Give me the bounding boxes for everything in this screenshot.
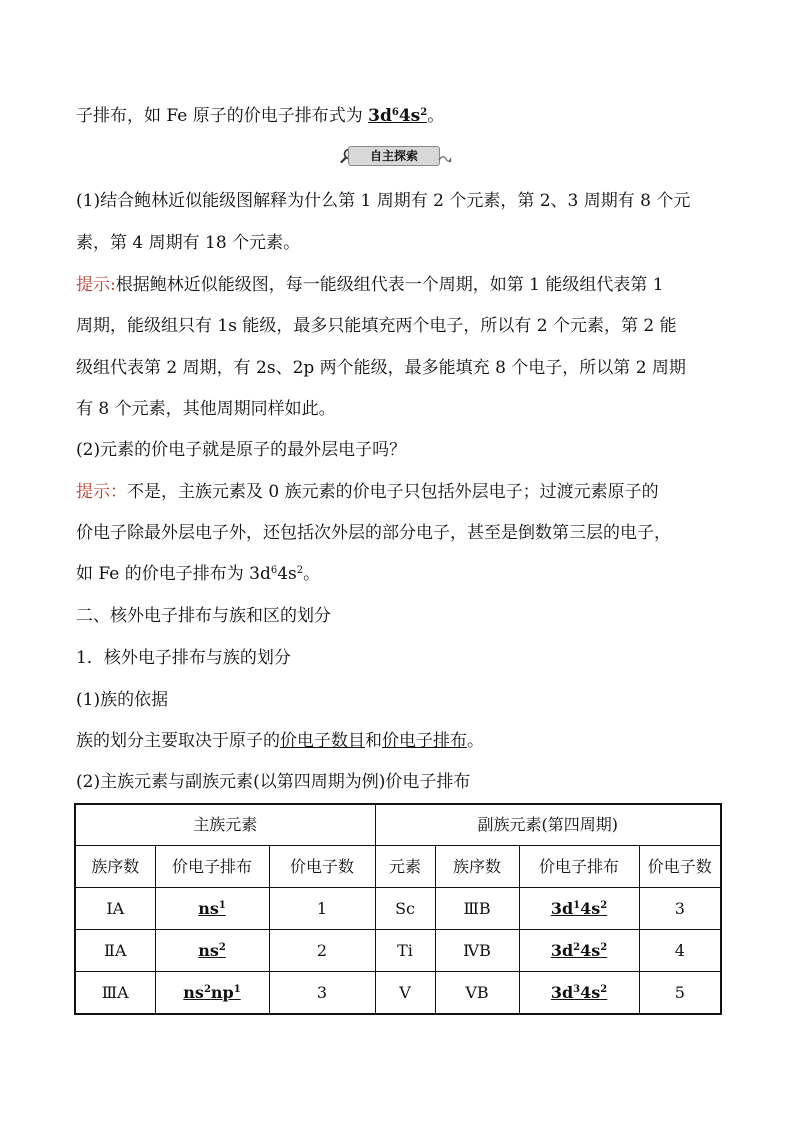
table-row <box>75 972 721 1015</box>
intro-line: 子排布，如 Fe 原子的价电子排布式为 $3d^64s^2$。 <box>76 106 445 126</box>
subsection-title: 1．核外电子排布与族的划分 <box>76 648 291 668</box>
group-cell: ⅤB <box>435 972 519 1015</box>
group-cell: ⅠA <box>75 888 155 930</box>
underlined-term: 价电子排布 <box>382 731 467 751</box>
question-1-line1: (1)结合鲍林近似能级图解释为什么第 1 周期有 2 个元素，第 2、3 周期有 8 个元 <box>76 191 691 211</box>
column-header: 族序数 <box>435 846 519 888</box>
config-cell: $ns^1$ <box>155 888 269 930</box>
count-cell: 1 <box>269 888 375 930</box>
config-cell: $ns^2$ <box>155 930 269 972</box>
self-explore-banner <box>340 146 452 166</box>
main-group-header: 主族元素 <box>75 804 375 846</box>
answer-2-line1: 提示：不是，主族元素及 0 族元素的价电子只包括外层电子；过渡元素原子的 <box>76 482 659 502</box>
answer-1-line1: 提示:根据鲍林近似能级图，每一能级组代表一个周期，如第 1 能级组代表第 1 <box>76 275 664 295</box>
valence-electron-table <box>74 803 722 1015</box>
section-title: 二、核外电子排布与族和区的划分 <box>76 606 331 626</box>
basis-title: (1)族的依据 <box>76 690 169 710</box>
answer-2-line2: 价电子除最外层电子外，还包括次外层的部分电子，甚至是倒数第三层的电子， <box>76 523 671 543</box>
config-cell: $3d^24s^2$ <box>519 930 639 972</box>
config-cell: $ns^2np^1$ <box>155 972 269 1015</box>
config-cell: $3d^14s^2$ <box>519 888 639 930</box>
column-header: 价电子数 <box>639 846 721 888</box>
answer-2-line3: 如 Fe 的价电子排布为 $3d^64s^2$。 <box>76 564 321 584</box>
hint-label: 提示： <box>76 482 127 502</box>
table-title: (2)主族元素与副族元素(以第四周期为例)价电子排布 <box>76 772 471 792</box>
count-cell: 2 <box>269 930 375 972</box>
intro-text: 子排布，如 Fe 原子的价电子排布式为 <box>76 106 369 126</box>
group-cell: ⅢA <box>75 972 155 1015</box>
column-header: 价电子排布 <box>519 846 639 888</box>
count-cell: 4 <box>639 930 721 972</box>
count-cell: 3 <box>269 972 375 1015</box>
count-cell: 5 <box>639 972 721 1015</box>
answer-1-line4: 有 8 个元素，其他周期同样如此。 <box>76 399 336 419</box>
sub-group-header: 副族元素(第四周期) <box>375 804 721 846</box>
config-cell: $3d^34s^2$ <box>519 972 639 1015</box>
column-header: 价电子数 <box>269 846 375 888</box>
element-cell: Ti <box>375 930 435 972</box>
table-row <box>75 930 721 972</box>
group-cell: ⅡA <box>75 930 155 972</box>
element-cell: V <box>375 972 435 1015</box>
answer-1-line3: 级组代表第 2 周期，有 2s、2p 两个能级，最多能填充 8 个电子，所以第 2 周期 <box>76 358 686 378</box>
column-header: 价电子排布 <box>155 846 269 888</box>
answer-1-line2: 周期，能级组只有 1s 能级，最多只能填充两个电子，所以有 2 个元素，第 2 能 <box>76 316 677 336</box>
group-cell: ⅣB <box>435 930 519 972</box>
count-cell: 3 <box>639 888 721 930</box>
banner-label: 自主探索 <box>348 146 440 166</box>
column-header: 族序数 <box>75 846 155 888</box>
group-cell: ⅢB <box>435 888 519 930</box>
question-1-line2: 素，第 4 周期有 18 个元素。 <box>76 233 301 253</box>
hint-label: 提示: <box>76 275 116 295</box>
question-2: (2)元素的价电子就是原子的最外层电子吗？ <box>76 440 407 460</box>
column-header: 元素 <box>375 846 435 888</box>
underlined-term: 价电子数目 <box>280 731 365 751</box>
fe-config: $3d^64s^2$ <box>368 106 428 126</box>
element-cell: Sc <box>375 888 435 930</box>
decoration-icon <box>438 152 452 164</box>
basis-text: 族的划分主要取决于原子的价电子数目和价电子排布。 <box>76 731 484 751</box>
table-row <box>75 888 721 930</box>
